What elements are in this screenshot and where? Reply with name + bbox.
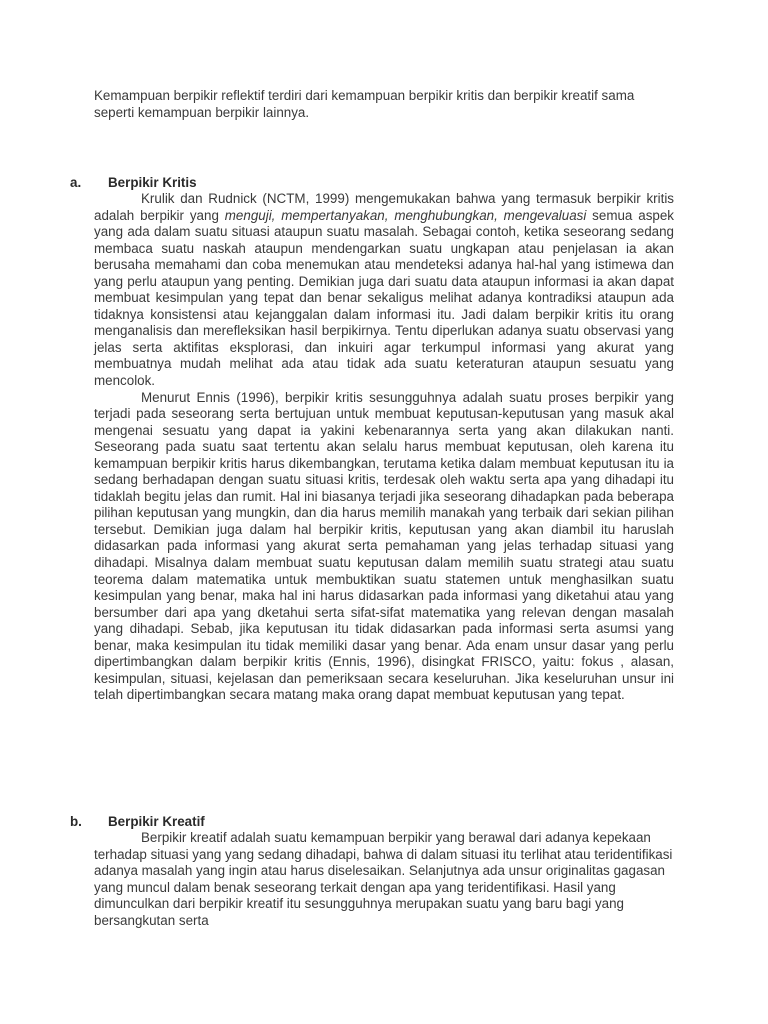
section-berpikir-kreatif [70, 813, 680, 929]
section-title: Berpikir Kritis [108, 175, 197, 190]
section-heading [70, 813, 680, 830]
section-body [94, 191, 674, 704]
intro-paragraph [94, 87, 674, 121]
paragraph-text: Krulik dan Rudnick (NCTM, 1999) mengemukakan bahwa yang termasuk berpikir kritis adalah berpikir yang [94, 191, 674, 223]
paragraph [94, 191, 674, 390]
paragraph: Menurut Ennis (1996), berpikir kritis sesungguhnya adalah suatu proses berpikir yang terjadi pada seseorang serta bertujuan untuk membuat keputusan-keputusan yang masuk akal mengenai sesuatu yang dapat ia yakini kebenarannya serta yang akan dilakukan nanti. Seseorang pada suatu saat tertentu akan selalu harus membuat keputusan, oleh karena itu kemampuan berpikir kritis harus dikembangkan, terutama ketika dalam membuat keputusan itu ia sedang berhadapan dengan suatu situasi kritis, terdesak oleh waktu serta apa yang dihadapi itu tidaklah begitu jelas dan rumit. Hal ini biasanya terjadi jika seseorang dihadapkan pada beberapa pilihan keputusan yang mungkin, dan dia harus memilih manakah yang terbaik dari sekian pilihan tersebut. Demikian juga dalam hal berpikir kritis, keputusan yang akan diambil itu haruslah didasarkan pada informasi yang akurat serta pemahaman yang jelas terhadap situasi yang dihadapi. Misalnya dalam membuat suatu keputusan dalam memilih suatu strategi atau suatu teorema dalam matematika untuk membuktikan suatu statemen untuk menghasilkan suatu kesimpulan yang benar, maka hal ini harus didasarkan pada informasi yang diketahui atau yang bersumber dari apa yang dketahui serta sifat-sifat matematika yang relevan dengan masalah yang dihadapi. Sebab, jika keputusan itu tidak didasarkan pada informasi serta asumsi yang benar, maka kesimpulan itu tidak memiliki dasar yang benar. Ada enam unsur dasar yang perlu dipertimbangkan dalam berpikir kritis (Ennis, 1996), disingkat FRISCO, yaitu: fokus , alasan, kesimpulan, situasi, kejelasan dan pemeriksaan secara keseluruhan. Jika keseluruhan unsur ini telah dipertimbangkan secara matang maka orang dapat membuat keputusan yang tepat. [94, 389, 674, 703]
section-heading [70, 174, 680, 191]
section-berpikir-kritis [70, 174, 680, 704]
section-marker: a. [70, 175, 82, 190]
intro-text: Kemampuan berpikir reflektif terdiri dari kemampuan berpikir kritis dan berpikir kreatif sama seperti kemampuan berpikir lainnya. [94, 88, 635, 120]
section-title: Berpikir Kreatif [108, 814, 205, 829]
paragraph: Berpikir kreatif adalah suatu kemampuan berpikir yang berawal dari adanya kepekaan terhadap situasi yang yang sedang dihadapi, bahwa di dalam situasi itu terlihat atau teridentifikasi adanya masalah yang ingin atau harus diselesaikan. Selanjutnya ada unsur originalitas gagasan yang muncul dalam benak seseorang terkait dengan apa yang teridentifikasi. Hasil yang dimunculkan dari berpikir kreatif itu sesungguhnya merupakan suatu yang baru bagi yang bersangkutan serta [94, 830, 673, 928]
paragraph-text: semua aspek yang ada dalam suatu situasi ataupun suatu masalah. Sebagai contoh, ketika seseorang sedang membaca suatu naskah ataupun mendengarkan suatu ungkapan atau penjelasan ia akan berusaha memahami dan coba menemukan atau mendeteksi adanya hal-hal yang istimewa dan yang perlu ataupun yang penting. Demikian juga dari suatu data ataupun informasi ia akan dapat membuat kesimpulan yang tepat dan benar sekaligus melihat adanya kontradiksi ataupun ada tidaknya konsistensi atau kejanggalan dalam informasi itu. Jadi dalam berpikir kritis itu orang menganalisis dan merefleksikan hasil berpikirnya. Tentu diperlukan adanya suatu observasi yang jelas serta aktifitas eksplorasi, dan inkuiri agar terkumpul informasi yang akurat yang membuatnya mudah melihat ada atau tidak ada suatu keteraturan ataupun sesuatu yang mencolok. [94, 207, 674, 389]
section-marker: b. [70, 814, 82, 829]
section-body [94, 830, 674, 929]
italic-text: menguji, mempertanyakan, menghubungkan, mengevaluasi [224, 207, 587, 223]
